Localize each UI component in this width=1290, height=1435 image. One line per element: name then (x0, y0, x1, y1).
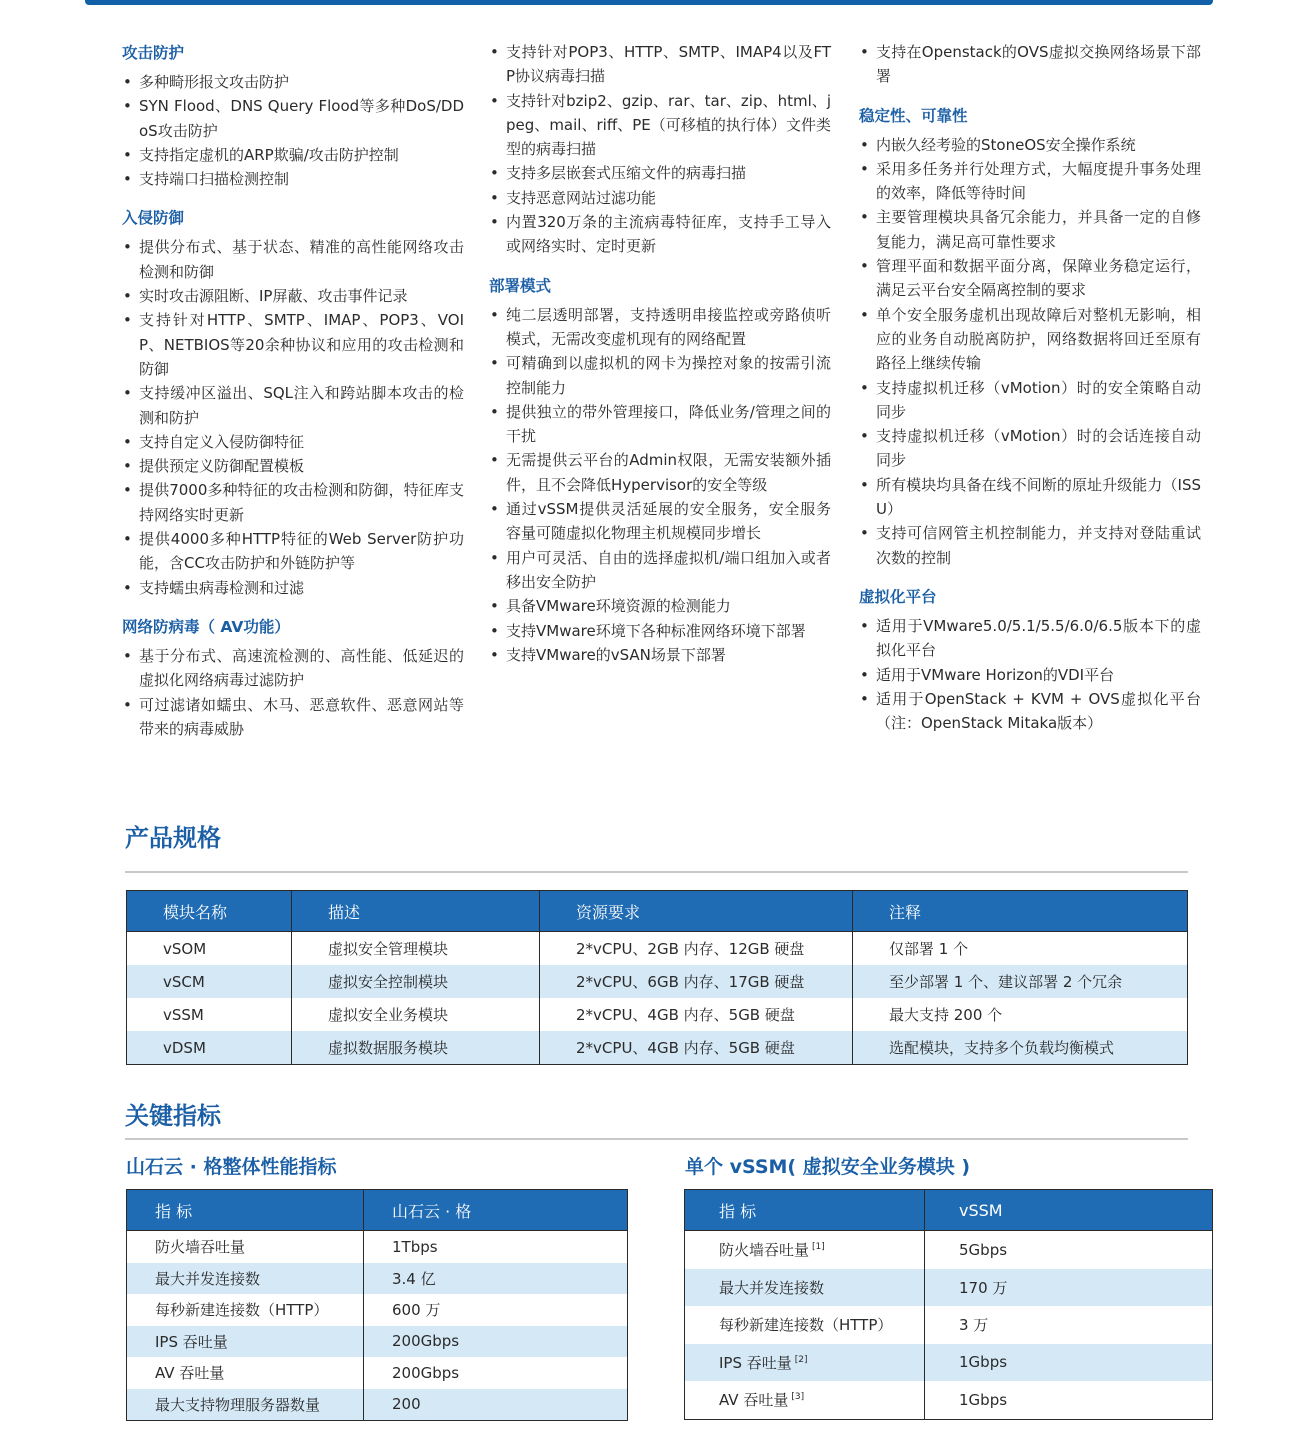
list-item: • 适用于OpenStack + KVM + OVS虚拟化平台（注：OpenStack Mitaka版本） (859, 687, 1201, 736)
table-row (685, 1306, 1213, 1344)
list-item: • 单个安全服务虚机出现故障后对整机无影响，相应的业务自动脱离防护，网络数据将回迁至原有路径上继续传输 (859, 303, 1201, 376)
feature-column-2 (489, 40, 831, 667)
table-cell: 2*vCPU、4GB 内存、5GB 硬盘 (540, 998, 853, 1031)
attack-protection-list (122, 70, 464, 191)
column-header: vSSM (925, 1190, 1213, 1231)
table-cell: 1Gbps (925, 1344, 1213, 1382)
table-cell: 最大支持物理服务器数量 (127, 1389, 364, 1421)
list-item: • 可过滤诸如蠕虫、木马、恶意软件、恶意网站等带来的病毒威胁 (122, 693, 464, 742)
table-cell: 防火墙吞吐量 (127, 1231, 364, 1263)
list-item: • 可精确到以虚拟机的网卡为操控对象的按需引流控制能力 (489, 351, 831, 400)
list-item: • 提供预定义防御配置模板 (122, 454, 464, 478)
list-item: • 实时攻击源阻断、IP屏蔽、攻击事件记录 (122, 284, 464, 308)
table-row (127, 1031, 1188, 1065)
list-item: • 主要管理模块具备冗余能力，并具备一定的自修复能力，满足高可靠性要求 (859, 205, 1201, 254)
perf1-title: 山石云 · 格整体性能指标 (126, 1156, 337, 1178)
list-item: • 基于分布式、高速流检测的、高性能、低延迟的虚拟化网络病毒过滤防护 (122, 644, 464, 693)
list-item: • 支持多层嵌套式压缩文件的病毒扫描 (489, 161, 831, 185)
reliability-list (859, 133, 1201, 570)
overall-performance-table (126, 1189, 628, 1421)
metric-label: AV 吞吐量 (719, 1391, 789, 1410)
table-cell: vSOM (127, 932, 292, 966)
list-item: • 通过vSSM提供灵活延展的安全服务，安全服务容量可随虚拟化物理主机规模同步增长 (489, 497, 831, 546)
list-item: • 支持自定义入侵防御特征 (122, 430, 464, 454)
table-cell: 200 (364, 1389, 628, 1421)
table-cell: 2*vCPU、4GB 内存、5GB 硬盘 (540, 1031, 853, 1065)
column-header: 模块名称 (127, 891, 292, 932)
list-item: • 适用于VMware Horizon的VDI平台 (859, 663, 1201, 687)
list-item: • 支持指定虚机的ARP欺骗/攻击防护控制 (122, 143, 464, 167)
list-item: • 提供7000多种特征的攻击检测和防御，特征库支持网络实时更新 (122, 478, 464, 527)
table-cell: 虚拟安全控制模块 (292, 965, 540, 998)
footnote-mark: [1] (812, 1242, 825, 1253)
list-item: • 具备VMware环境资源的检测能力 (489, 594, 831, 618)
table-cell: 每秒新建连接数（HTTP） (127, 1294, 364, 1326)
footnote-mark: [2] (794, 1354, 808, 1365)
table-cell: 200Gbps (364, 1357, 628, 1389)
list-item: • 提供独立的带外管理接口，降低业务/管理之间的干扰 (489, 400, 831, 449)
list-item: • 多种畸形报文攻击防护 (122, 70, 464, 94)
intrusion-prevention-list (122, 235, 464, 599)
list-item: • 支持针对bzip2、gzip、rar、tar、zip、html、jpeg、mail、riff、PE（可移植的执行体）文件类型的病毒扫描 (489, 89, 831, 162)
antivirus-continued-list (489, 40, 831, 259)
table-header-row (685, 1190, 1213, 1231)
antivirus-list (122, 644, 464, 741)
table-cell: IPS 吞吐量 (127, 1326, 364, 1358)
table-row (127, 965, 1188, 998)
table-cell: 5Gbps (925, 1231, 1213, 1269)
table-cell: 2*vCPU、2GB 内存、12GB 硬盘 (540, 932, 853, 966)
table-cell: 至少部署 1 个、建议部署 2 个冗余 (853, 965, 1188, 998)
column-header: 描述 (292, 891, 540, 932)
table-row (127, 1326, 628, 1358)
section-title-reliability: 稳定性、可靠性 (859, 106, 968, 125)
list-item: • 纯二层透明部署，支持透明串接监控或旁路侦听模式，无需改变虚机现有的网络配置 (489, 303, 831, 352)
table-row (127, 1263, 628, 1295)
table-cell: 1Gbps (925, 1381, 1213, 1419)
deployment-continued-list (859, 40, 1201, 89)
feature-column-1 (122, 40, 464, 741)
list-item: • 支持针对HTTP、SMTP、IMAP、POP3、VOIP、NETBIOS等20余种协议和应用的攻击检测和防御 (122, 308, 464, 381)
table-cell: vSSM (127, 998, 292, 1031)
list-item: • 支持虚拟机迁移（vMotion）时的会话连接自动同步 (859, 424, 1201, 473)
section-title-attack-protection: 攻击防护 (122, 44, 185, 62)
list-item: • SYN Flood、DNS Query Flood等多种DoS/DDoS攻击防护 (122, 94, 464, 143)
list-item: • 支持恶意网站过滤功能 (489, 186, 831, 210)
table-cell (685, 1344, 925, 1382)
column-header: 指 标 (127, 1190, 364, 1231)
table-cell: 170 万 (925, 1269, 1213, 1307)
table-row (685, 1269, 1213, 1307)
list-item: • 支持可信网管主机控制能力，并支持对登陆重试次数的控制 (859, 521, 1201, 570)
column-header: 注释 (853, 891, 1188, 932)
table-cell: 选配模块，支持多个负载均衡模式 (853, 1031, 1188, 1065)
table-row (685, 1231, 1213, 1269)
table-cell: vDSM (127, 1031, 292, 1065)
table-row (685, 1381, 1213, 1419)
table-cell (685, 1381, 925, 1419)
table-cell (685, 1306, 925, 1344)
list-item: • 适用于VMware5.0/5.1/5.5/6.0/6.5版本下的虚拟化平台 (859, 614, 1201, 663)
table-row (127, 998, 1188, 1031)
virtualization-platform-list (859, 614, 1201, 735)
feature-column-3 (859, 40, 1201, 735)
deployment-mode-list (489, 303, 831, 667)
section-title-deployment-mode: 部署模式 (489, 276, 552, 295)
key-metrics-heading: 关键指标 (125, 1102, 221, 1130)
metric-label: 每秒新建连接数（HTTP） (719, 1316, 893, 1335)
table-cell: 2*vCPU、6GB 内存、17GB 硬盘 (540, 965, 853, 998)
table-cell (685, 1231, 925, 1269)
perf2-title: 单个 vSSM( 虚拟安全业务模块 ) (685, 1156, 971, 1178)
list-item: • 支持缓冲区溢出、SQL注入和跨站脚本攻击的检测和防护 (122, 381, 464, 430)
table-cell: 仅部署 1 个 (853, 932, 1188, 966)
section-title-antivirus: 网络防病毒（ AV功能） (122, 617, 290, 636)
table-row (127, 932, 1188, 966)
table-row (127, 1294, 628, 1326)
metric-label: 最大并发连接数 (719, 1278, 825, 1297)
table-cell: 最大支持 200 个 (853, 998, 1188, 1031)
table-cell: AV 吞吐量 (127, 1357, 364, 1389)
table-cell: 600 万 (364, 1294, 628, 1326)
table-cell: 3 万 (925, 1306, 1213, 1344)
column-header: 资源要求 (540, 891, 853, 932)
list-item: • 用户可灵活、自由的选择虚拟机/端口组加入或者移出安全防护 (489, 546, 831, 595)
table-cell: 3.4 亿 (364, 1263, 628, 1295)
list-item: • 提供4000多种HTTP特征的Web Server防护功能，含CC攻击防护和外链防护等 (122, 527, 464, 576)
list-item: • 支持在Openstack的OVS虚拟交换网络场景下部署 (859, 40, 1201, 89)
table-header-row (127, 1190, 628, 1231)
product-spec-heading: 产品规格 (125, 824, 221, 852)
table-cell: 虚拟安全管理模块 (292, 932, 540, 966)
column-header: 山石云 · 格 (364, 1190, 628, 1231)
list-item: • 所有模块均具备在线不间断的原址升级能力（ISSU） (859, 473, 1201, 522)
section-title-virtualization-platform: 虚拟化平台 (859, 587, 937, 606)
list-item: • 管理平面和数据平面分离，保障业务稳定运行，满足云平台安全隔离控制的要求 (859, 254, 1201, 303)
table-cell: vSCM (127, 965, 292, 998)
list-item: • 支持针对POP3、HTTP、SMTP、IMAP4以及FTP协议病毒扫描 (489, 40, 831, 89)
column-header: 指 标 (685, 1190, 925, 1231)
table-cell: 虚拟安全业务模块 (292, 998, 540, 1031)
table-row (127, 1357, 628, 1389)
list-item: • 支持VMware的vSAN场景下部署 (489, 643, 831, 667)
table-header-row (127, 891, 1188, 932)
divider (125, 1138, 1188, 1140)
list-item: • 支持蠕虫病毒检测和过滤 (122, 576, 464, 600)
table-cell: 虚拟数据服务模块 (292, 1031, 540, 1065)
list-item: • 支持虚拟机迁移（vMotion）时的安全策略自动同步 (859, 376, 1201, 425)
top-accent-bar (85, 0, 1213, 5)
table-row (127, 1231, 628, 1263)
table-row (685, 1344, 1213, 1382)
product-spec-table (126, 890, 1188, 1065)
section-title-intrusion-prevention: 入侵防御 (122, 209, 185, 228)
table-cell: 200Gbps (364, 1326, 628, 1358)
vssm-performance-table (684, 1189, 1213, 1420)
divider (125, 871, 1188, 873)
table-row (127, 1389, 628, 1421)
table-cell: 最大并发连接数 (127, 1263, 364, 1295)
list-item: • 支持VMware环境下各种标准网络环境下部署 (489, 619, 831, 643)
table-cell: 1Tbps (364, 1231, 628, 1263)
list-item: • 支持端口扫描检测控制 (122, 167, 464, 191)
metric-label: 防火墙吞吐量 (719, 1241, 810, 1260)
list-item: • 无需提供云平台的Admin权限，无需安装额外插件，且不会降低Hypervisor的安全等级 (489, 448, 831, 497)
list-item: • 内置320万条的主流病毒特征库，支持手工导入或网络实时、定时更新 (489, 210, 831, 259)
list-item: • 采用多任务并行处理方式，大幅度提升事务处理的效率，降低等待时间 (859, 157, 1201, 206)
list-item: • 内嵌久经考验的StoneOS安全操作系统 (859, 133, 1201, 157)
table-cell (685, 1269, 925, 1307)
list-item: • 提供分布式、基于状态、精准的高性能网络攻击检测和防御 (122, 235, 464, 284)
metric-label: IPS 吞吐量 (719, 1353, 792, 1372)
footnote-mark: [3] (791, 1392, 805, 1403)
